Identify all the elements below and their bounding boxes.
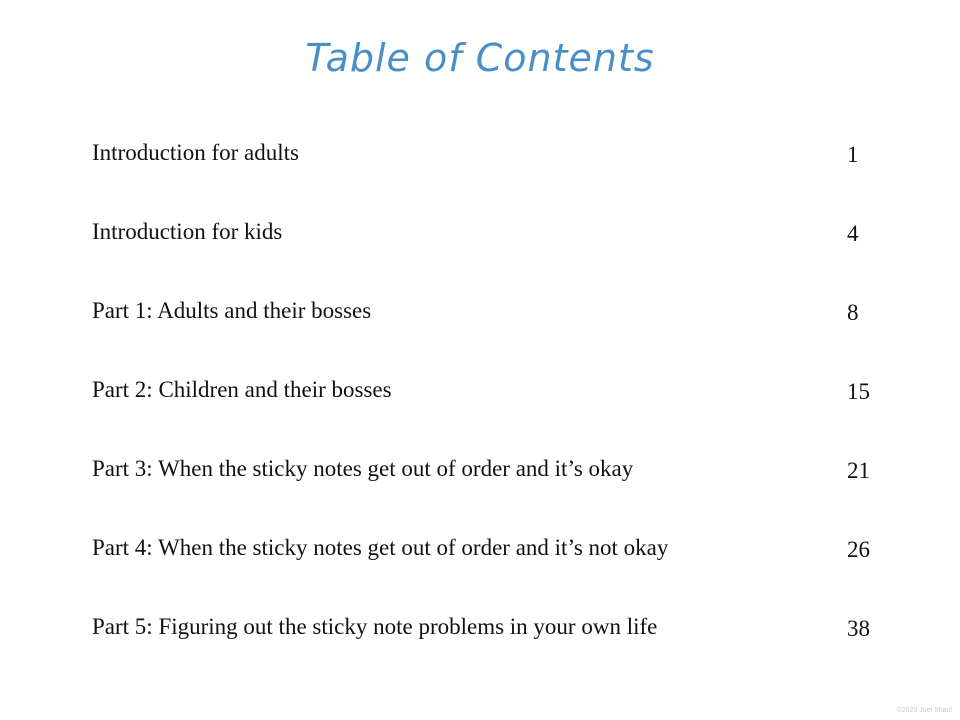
toc-entry-page-number: 21 [847,458,870,483]
toc-entry-page-number: 4 [847,221,859,246]
toc-entry-title: Part 1: Adults and their bosses [92,298,372,323]
toc-entry-title: Introduction for kids [92,219,283,244]
toc-entry [92,365,892,444]
toc-entry-page-number: 8 [847,300,859,325]
toc-entry [92,128,892,207]
toc-entry-title: Part 3: When the sticky notes get out of order and it’s okay [92,456,634,481]
page-title: Table of Contents [305,36,655,80]
toc-entry-page-number: 38 [847,616,870,641]
toc-entry [92,286,892,365]
toc-entry-page-number: 15 [847,379,870,404]
toc-entry-title: Part 2: Children and their bosses [92,377,392,402]
toc-entry [92,444,892,523]
toc-entry-title: Part 5: Figuring out the sticky note problems in your own life [92,614,658,639]
toc-entry [92,602,892,681]
toc-entry-title: Introduction for adults [92,140,299,165]
copyright-notice: ©2020 Joel Shaul [896,707,952,714]
table-of-contents [92,128,892,681]
toc-entry-page-number: 1 [847,142,859,167]
toc-entry-page-number: 26 [847,537,870,562]
toc-entry [92,523,892,602]
toc-entry [92,207,892,286]
toc-entry-title: Part 4: When the sticky notes get out of order and it’s not okay [92,535,669,560]
